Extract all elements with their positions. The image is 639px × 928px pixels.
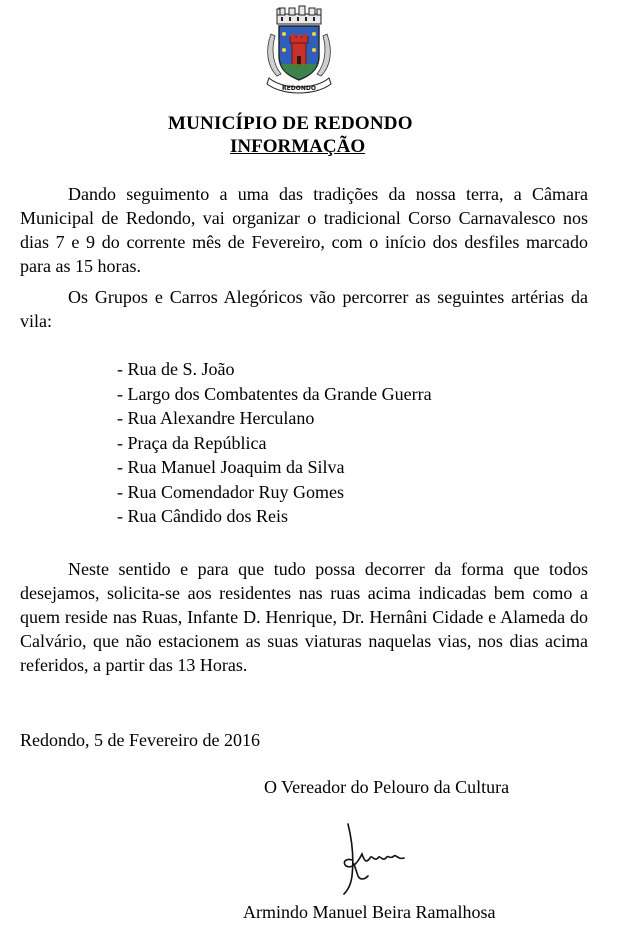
handwritten-signature: [334, 818, 424, 898]
crest-ribbon-label: REDONDO: [282, 85, 316, 92]
document-subtitle: INFORMAÇÃO: [230, 136, 366, 157]
document-date: Redondo, 5 de Fevereiro de 2016: [20, 730, 260, 750]
list-item: - Rua Manuel Joaquim da Silva: [117, 457, 345, 477]
street-list: [117, 357, 432, 529]
signer-role: O Vereador do Pelouro da Cultura: [264, 777, 510, 797]
signer-name: Armindo Manuel Beira Ramalhosa: [243, 902, 496, 922]
list-item: - Rua Cândido dos Reis: [117, 506, 288, 526]
announcement-paragraph: Dando seguimento a uma das tradições da nossa terra, a Câmara Municipal de Redondo, vai organizar o tradicional Corso Carnavalesco nos dias 7 e 9 do corrente mês de Fevereiro, com o início dos desfiles marcado para as 15 horas.: [20, 184, 588, 276]
list-item: - Praça da República: [117, 432, 267, 453]
municipal-crest-logo: [261, 4, 337, 94]
list-item: - Rua de S. João: [117, 359, 235, 379]
document-title: MUNICÍPIO DE REDONDO: [168, 113, 413, 134]
list-item: - Rua Alexandre Herculano: [117, 408, 315, 428]
list-item: - Largo dos Combatentes da Grande Guerra: [117, 383, 432, 404]
list-item: - Rua Comendador Ruy Gomes: [117, 481, 344, 502]
route-intro-paragraph: Os Grupos e Carros Alegóricos vão percorrer as seguintes artérias da vila:: [20, 287, 588, 331]
parking-notice-paragraph: Neste sentido e para que tudo possa decorrer da forma que todos desejamos, solicita-se aos residentes nas ruas acima indicadas bem como a quem reside nas Ruas, Infante D. Henrique, Dr. Hernâni Cidade e Alameda do Calvário, que não estacionem as suas viaturas naquelas vias, nos dias acima referidos, a partir das 13 Horas.: [20, 559, 588, 675]
